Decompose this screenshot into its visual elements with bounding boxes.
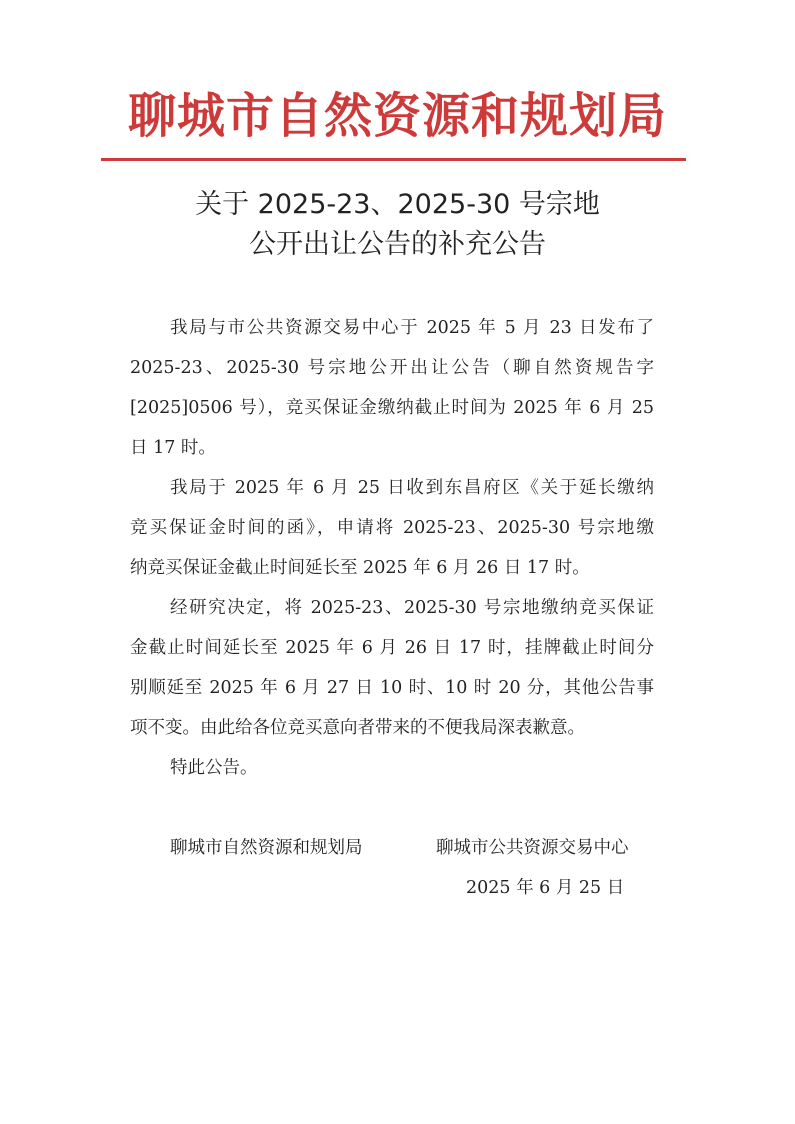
paragraph-1-line-3: [2025]0506 号），竞买保证金缴纳截止时间为 2025 年 6 月 25 [130, 398, 654, 418]
paragraph-3-line-1: 经研究决定，将 2025-23、2025-30 号宗地缴纳竞买保证 [170, 598, 654, 618]
paragraph-2-line-3: 纳竞买保证金截止时间延长至 2025 年 6 月 26 日 17 时。 [130, 558, 590, 578]
signature-org-1: 聊城市自然资源和规划局 [170, 838, 363, 858]
paragraph-3-line-4: 项不变。由此给各位竞买意向者带来的不便我局深表歉意。 [130, 718, 585, 738]
document-title-line-1: 关于 2025-23、2025-30 号宗地 [195, 189, 600, 220]
paragraph-2-line-2: 竞买保证金时间的函》，申请将 2025-23、2025-30 号宗地缴 [130, 518, 654, 538]
signature-org-2: 聊城市公共资源交易中心 [436, 838, 629, 858]
paragraph-1-line-1: 我局与市公共资源交易中心于 2025 年 5 月 23 日发布了 [170, 318, 654, 338]
document-title-line-2: 公开出让公告的补充公告 [249, 229, 546, 260]
closing-line: 特此公告。 [170, 758, 258, 778]
paragraph-3-line-3: 别顺延至 2025 年 6 月 27 日 10 时、10 时 20 分，其他公告事 [130, 678, 654, 698]
signature-date: 2025 年 6 月 25 日 [466, 878, 625, 898]
paragraph-2-line-1: 我局于 2025 年 6 月 25 日收到东昌府区《关于延长缴纳 [170, 478, 654, 498]
paragraph-1-line-2: 2025-23、2025-30 号宗地公开出让公告（聊自然资规告字 [130, 358, 654, 378]
header-red-rule [101, 158, 686, 161]
issuer-header: 聊城市自然资源和规划局 [127, 88, 667, 144]
paragraph-3-line-2: 金截止时间延长至 2025 年 6 月 26 日 17 时，挂牌截止时间分 [130, 638, 654, 658]
paragraph-1-line-4: 日 17 时。 [130, 438, 216, 458]
